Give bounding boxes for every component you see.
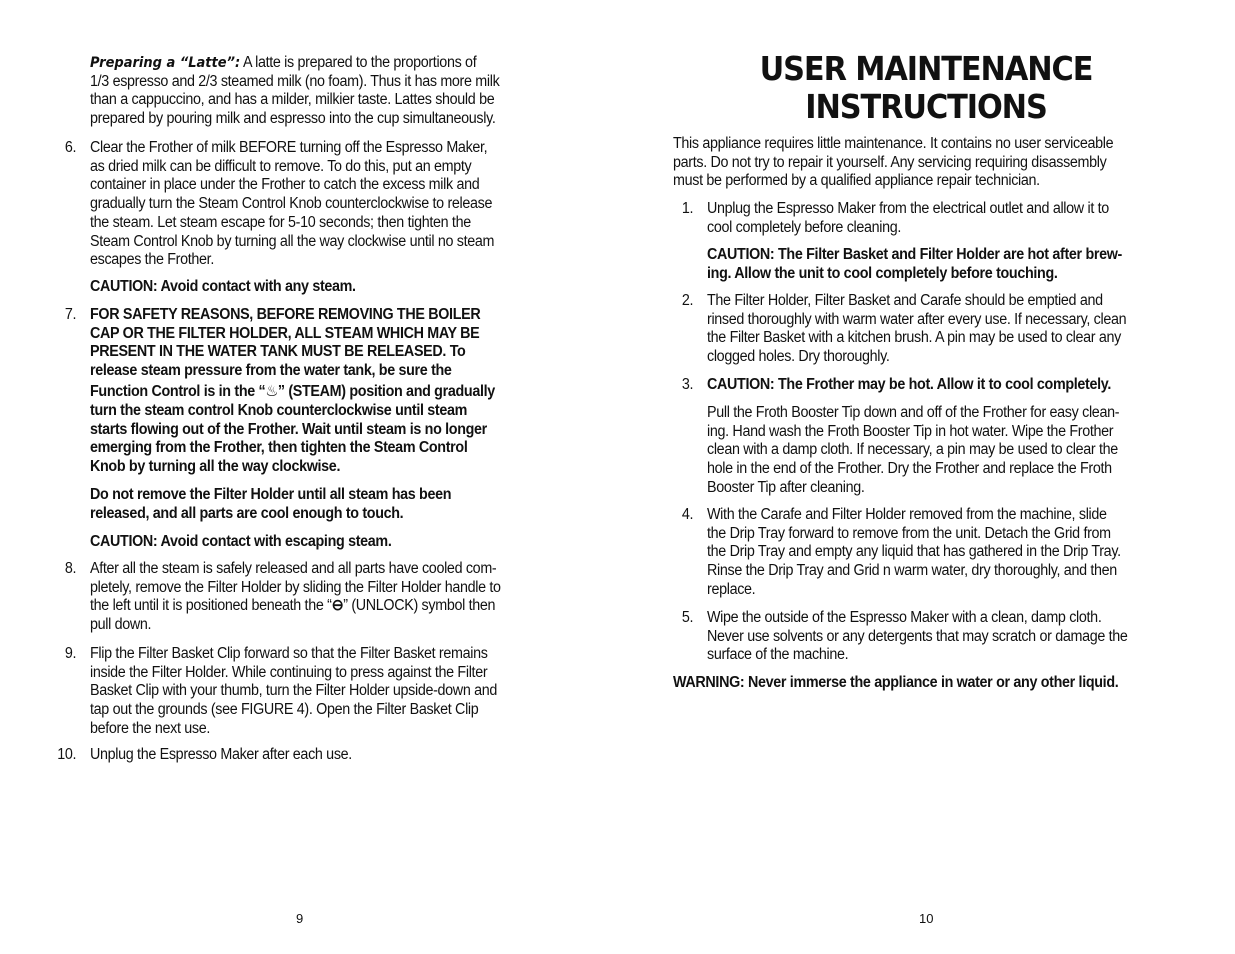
maint-step-4-text <box>707 506 1191 600</box>
step-9-line: tap out the grounds (see FIGURE 4). Open the Filter Basket Clip <box>90 701 479 719</box>
right-page <box>617 0 1235 954</box>
step-9-line: Flip the Filter Basket Clip forward so that the Filter Basket remains <box>90 645 488 662</box>
latte-line: prepared by pouring milk and espresso into the cup simultaneously. <box>90 110 496 128</box>
maint-step-4-line: the Drip Tray forward to remove from the unit. Detach the Grid from <box>707 524 1111 542</box>
step-7-line: emerging from the Frother, then tighten the Steam Control <box>90 439 468 457</box>
step-9-number: 9. <box>64 645 77 662</box>
step-9-line: inside the Filter Holder. While continuing to press against the Filter <box>90 663 488 681</box>
maint-step-2-number: 2. <box>681 292 694 309</box>
latte-line: 1/3 espresso and 2/3 steamed milk (no foam). Thus it has more milk <box>90 72 500 90</box>
step-6-text <box>90 139 574 270</box>
step-8-number: 8. <box>64 560 77 577</box>
maint-step-3-line: Booster Tip after cleaning. <box>707 478 865 496</box>
step-6-line: gradually turn the Steam Control Knob counterclockwise to release <box>90 195 493 213</box>
step-7-line: FOR SAFETY REASONS, BEFORE REMOVING THE BOILER <box>90 306 481 323</box>
step-6-line: Clear the Frother of milk BEFORE turning off the Espresso Maker, <box>90 139 488 156</box>
step-8-unlock-text: the left until it is positioned beneath the “ <box>90 597 332 615</box>
latte-text-start: A latte is prepared to the proportions of <box>240 54 477 71</box>
maint-step-1-line: Unplug the Espresso Maker from the electrical outlet and allow it to <box>707 200 1109 217</box>
step-7-number: 7. <box>64 306 77 323</box>
step-7-note-line: released, and all parts are cool enough to touch. <box>90 504 404 522</box>
step-7-steam-text: ” (STEAM) position and gradually <box>277 382 495 400</box>
step-6-line: escapes the Frother. <box>90 251 214 269</box>
step-8-line: pletely, remove the Filter Holder by sliding the Filter Holder handle to <box>90 578 501 596</box>
maint-step-3-line: clean with a damp cloth. If necessary, a pin may be used to clear the <box>707 441 1118 459</box>
latte-line: than a cappuccino, and has a milder, milkier taste. Lattes should be <box>90 91 495 109</box>
intro-line: This appliance requires little maintenance. It contains no user serviceable <box>673 135 1114 152</box>
step-10-text: Unplug the Espresso Maker after each use. <box>90 746 352 763</box>
step-6-line: Steam Control Knob by turning all the way clockwise until no steam <box>90 232 495 250</box>
maint-step-2-line: clogged holes. Dry thoroughly. <box>707 348 890 366</box>
page-title <box>642 50 1211 126</box>
maint-step-3-line: hole in the end of the Frother. Dry the Frother and replace the Froth <box>707 460 1112 478</box>
maint-step-1-caution <box>707 246 1191 283</box>
maint-step-5-line: surface of the machine. <box>707 646 849 664</box>
step-7-line: Knob by turning all the way clockwise. <box>90 457 341 475</box>
step-6-number: 6. <box>64 139 77 156</box>
step-8-line: pull down. <box>90 616 152 634</box>
step-7-line: PRESENT IN THE WATER TANK MUST BE RELEASED. To <box>90 343 466 361</box>
maint-step-3-line: Pull the Froth Booster Tip down and off of the Frother for easy clean- <box>707 404 1120 421</box>
step-7-note <box>90 486 574 523</box>
maint-step-5-line: Wipe the outside of the Espresso Maker with a clean, damp cloth. <box>707 609 1102 626</box>
step-9-line: Basket Clip with your thumb, turn the Filter Holder upside-down and <box>90 682 498 700</box>
page-title-line-1: USER MAINTENANCE <box>759 49 1093 88</box>
maint-step-1-caution-line: CAUTION: The Filter Basket and Filter Holder are hot after brew- <box>707 246 1122 263</box>
maint-step-2-text <box>707 292 1191 367</box>
maint-step-4-line: Rinse the Drip Tray and Grid n warm water, dry thoroughly, and then <box>707 562 1117 580</box>
step-7-note-line: Do not remove the Filter Holder until all steam has been <box>90 486 452 503</box>
intro-paragraph <box>673 135 1194 191</box>
maint-step-3-text <box>707 404 1191 498</box>
step-7-line: release steam pressure from the water tank, be sure the <box>90 362 452 380</box>
maint-step-1-line: cool completely before cleaning. <box>707 218 902 236</box>
maint-step-1-caution-line: ing. Allow the unit to cool completely before touching. <box>707 264 1058 282</box>
step-8-unlock-label: ” (UNLOCK) symbol then <box>343 597 496 615</box>
step-8-text <box>90 560 574 635</box>
maint-step-1-number: 1. <box>681 200 694 217</box>
step-9-text <box>90 645 574 739</box>
maint-step-5-line: Never use solvents or any detergents that may scratch or damage the <box>707 627 1128 645</box>
step-7-caution: CAUTION: Avoid contact with escaping steam. <box>90 533 392 550</box>
step-6-line: container in place under the Frother to catch the excess milk and <box>90 176 480 194</box>
step-7-line: CAP OR THE FILTER HOLDER, ALL STEAM WHICH MAY BE <box>90 324 480 342</box>
maint-step-4-number: 4. <box>681 506 694 523</box>
step-9-line: before the next use. <box>90 719 211 737</box>
page-number-left: 9 <box>296 911 304 926</box>
latte-paragraph <box>90 54 574 129</box>
step-7-line: turn the steam control Knob counterclockwise until steam <box>90 401 468 419</box>
unlock-icon: ⊖ <box>331 597 344 615</box>
maint-step-5-number: 5. <box>681 609 694 626</box>
step-10-number: 10. <box>57 746 77 763</box>
page-number-right: 10 <box>919 911 934 926</box>
maint-step-4-line: replace. <box>707 580 756 598</box>
intro-line: must be performed by a qualified appliance repair technician. <box>673 172 1040 190</box>
intro-line: parts. Do not try to repair it yourself. Any servicing requiring disassembly <box>673 153 1107 171</box>
maint-step-1-text <box>707 200 1191 237</box>
maint-step-3-number: 3. <box>681 376 694 393</box>
step-6-caution: CAUTION: Avoid contact with any steam. <box>90 278 356 295</box>
step-6-line: as dried milk can be difficult to remove. To do this, put an empty <box>90 157 472 175</box>
maint-step-4-line: the Drip Tray and empty any liquid that has gathered in the Drip Tray. <box>707 543 1121 561</box>
left-page <box>0 0 617 954</box>
latte-title: Preparing a “Latte”: <box>90 55 241 71</box>
page-title-line-2: INSTRUCTIONS <box>805 87 1047 126</box>
step-8-line: After all the steam is safely released and all parts have cooled com- <box>90 560 497 577</box>
step-7-function-text: Function Control is in the “ <box>90 382 266 400</box>
step-7-line: starts flowing out of the Frother. Wait until steam is no longer <box>90 420 487 438</box>
warning-text: WARNING: Never immerse the appliance in water or any other liquid. <box>673 674 1119 691</box>
step-6-line: the steam. Let steam escape for 5-10 seconds; then tighten the <box>90 213 471 231</box>
step-7-text <box>90 306 574 477</box>
steam-icon: ♨ <box>265 382 278 400</box>
maint-step-3-line: ing. Hand wash the Froth Booster Tip in hot water. Wipe the Frother <box>707 422 1114 440</box>
maint-step-2-line: rinsed thoroughly with warm water after every use. If necessary, clean <box>707 310 1127 328</box>
maint-step-2-line: the Filter Basket with a kitchen brush. A pin may be used to clear any <box>707 329 1122 347</box>
maint-step-5-text <box>707 609 1191 665</box>
maint-step-3-caution: CAUTION: The Frother may be hot. Allow it to cool completely. <box>707 376 1112 393</box>
maint-step-2-line: The Filter Holder, Filter Basket and Carafe should be emptied and <box>707 292 1103 309</box>
maint-step-4-line: With the Carafe and Filter Holder removed from the machine, slide <box>707 506 1107 523</box>
